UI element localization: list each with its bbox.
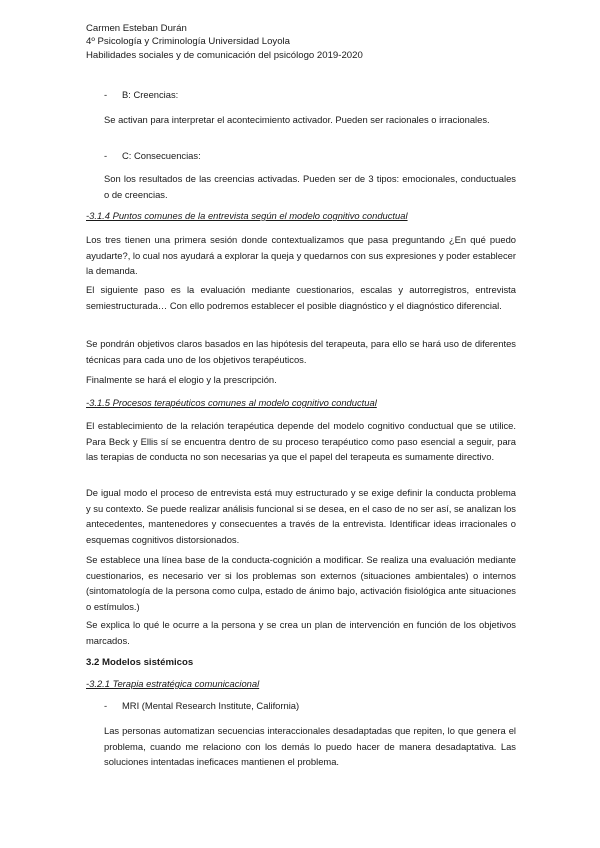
- paragraph-linea-base: Se establece una línea base de la conducta-cognición a modificar. Se realiza una evaluación mediante cuestionarios, es necesario ver si los problemas son externos (situaciones ambientales) o internos (sintomatología de la persona como culpa, estado de ánimo bajo, activación fisiológica ante situaciones o estímulos.): [86, 554, 516, 612]
- bullet-creencias-label: B: Creencias:: [122, 89, 179, 100]
- section-heading-32: 3.2 Modelos sistémicos: [86, 657, 194, 668]
- paragraph-elogio: Finalmente se hará el elogio y la prescripción.: [86, 374, 277, 385]
- bullet-mri: - MRI (Mental Research Institute, California): [104, 700, 300, 711]
- paragraph-consecuencias: Son los resultados de las creencias activadas. Pueden ser de 3 tipos: emocionales, conductuales o de creencias.: [104, 173, 516, 200]
- bullet-mri-label: MRI (Mental Research Institute, California): [122, 700, 300, 711]
- header-author: Carmen Esteban Durán: [86, 23, 187, 34]
- paragraph-evaluacion: El siguiente paso es la evaluación mediante cuestionarios, escalas y autorregistros, entrevista semiestructurada… Con ello podremos establecer el posible diagnóstico y el diagnóstico diferencial.: [86, 284, 516, 311]
- bullet-consecuencias-label: C: Consecuencias:: [122, 150, 201, 161]
- paragraph-mri: Las personas automatizan secuencias interaccionales desadaptadas que repiten, lo que genera el problema, cuando me relaciono con los demás lo puedo hacer de manera desadaptativa. Las soluciones intentadas ineficaces mantienen el problema.: [104, 725, 516, 767]
- section-heading-314: -3.1.4 Puntos comunes de la entrevista según el modelo cognitivo conductual: [86, 210, 408, 221]
- header-subject: Habilidades sociales y de comunicación del psicólogo 2019-2020: [86, 50, 363, 61]
- paragraph-proceso-entrevista: De igual modo el proceso de entrevista está muy estructurado y se exige definir la conducta problema y su contexto. Se puede realizar análisis funcional si se desea, en el caso de no ser así, se analizan los antecedentes, mantenedores y consecuentes a través de la entrevista. Identificar ideas irracionales o esquemas cognitivos distorsionados.: [86, 487, 516, 545]
- paragraph-creencias: Se activan para interpretar el acontecimiento activador. Pueden ser racionales o irracionales.: [104, 114, 490, 125]
- section-heading-315: -3.1.5 Procesos terapéuticos comunes al modelo cognitivo conductual: [86, 397, 377, 408]
- bullet-creencias: - B: Creencias:: [104, 89, 179, 100]
- header-course: 4º Psicología y Criminología Universidad Loyola: [86, 36, 291, 47]
- paragraph-relacion-terapeutica: El establecimiento de la relación terapéutica depende del modelo cognitivo conductual que se utilice. Para Beck y Ellis sí se encuentra dentro de su proceso terapéutico como paso esencial a seguir, para las terapias de conducta no son necesarias ya que el papel del terapeuta es sumamente directivo.: [86, 420, 516, 462]
- paragraph-plan-intervencion: Se explica lo qué le ocurre a la persona y se crea un plan de intervención en función de los objetivos marcados.: [86, 619, 516, 646]
- section-heading-321: -3.2.1 Terapia estratégica comunicacional: [86, 678, 260, 689]
- bullet-consecuencias: - C: Consecuencias:: [104, 150, 201, 161]
- paragraph-objetivos: Se pondrán objetivos claros basados en las hipótesis del terapeuta, para ello se hará uso de diferentes técnicas para cada uno de los objetivos terapéuticos.: [86, 338, 516, 365]
- paragraph-primera-sesion: Los tres tienen una primera sesión donde contextualizamos que pasa preguntando ¿En qué puedo ayudarte?, lo cual nos ayudará a explorar la queja y quedarnos con sus expresiones y poder establecer la demanda.: [86, 234, 516, 276]
